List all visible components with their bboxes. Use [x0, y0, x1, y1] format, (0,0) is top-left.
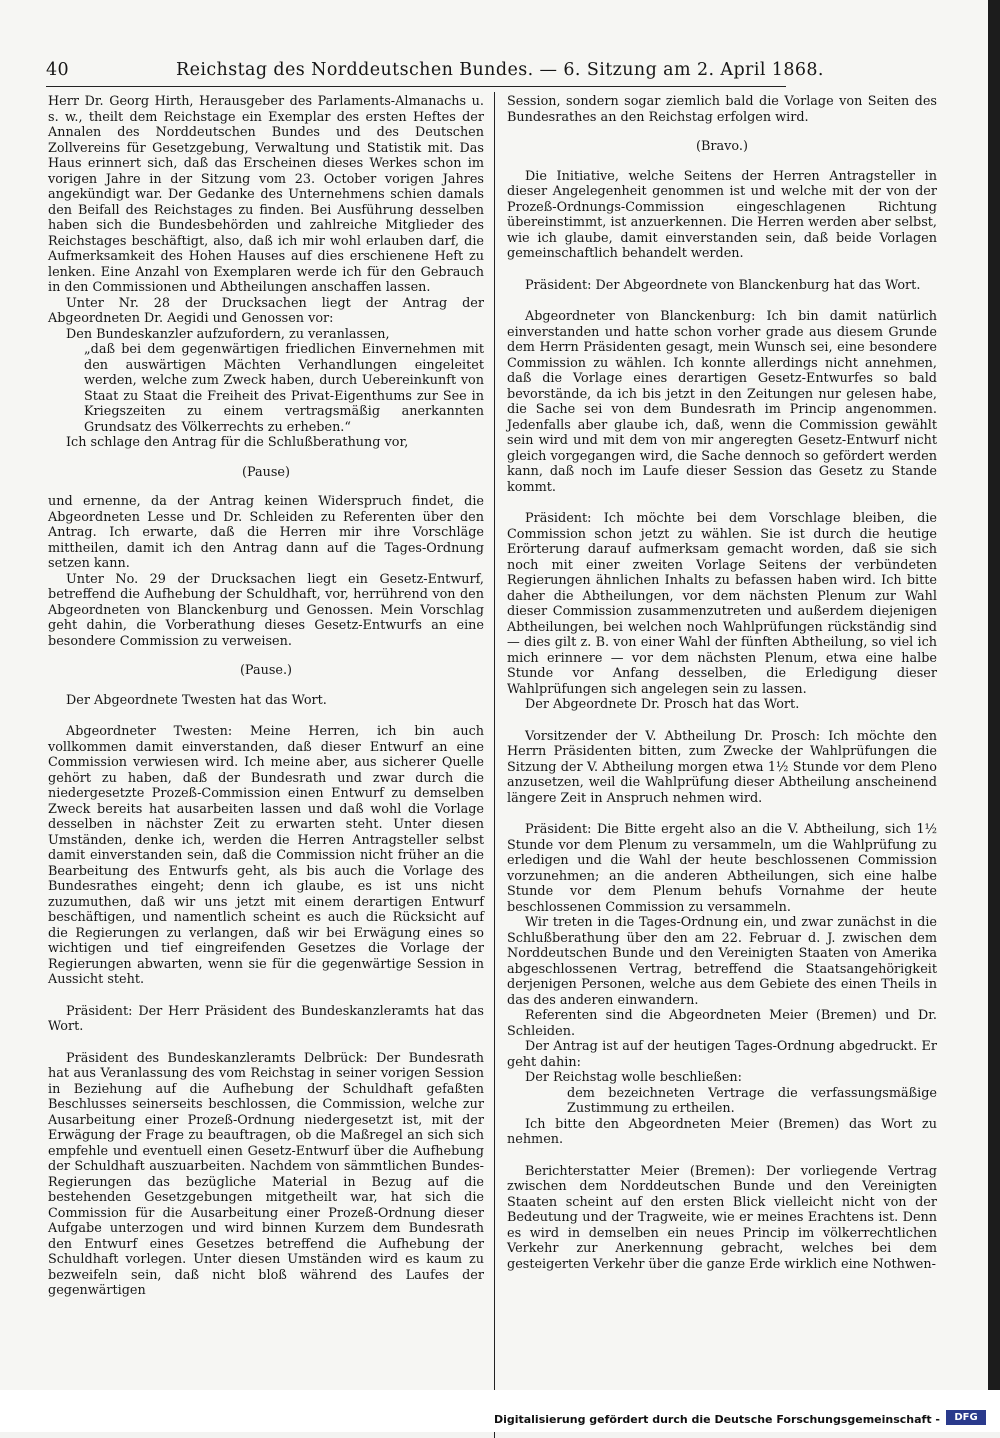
quote-zustimmung: dem bezeichneten Vertrage die verfassungsmäßige Zustimmung zu ertheilen.: [567, 1085, 937, 1116]
paragraph-bundeskanzler: Den Bundeskanzler aufzufordern, zu veranlassen,: [66, 326, 390, 342]
header-rule: [46, 86, 786, 87]
footer-credit: Digitalisierung gefördert durch die Deutsche Forschungsgemeinschaft -: [493, 1413, 940, 1426]
paragraph-antrag-abgedruckt: Der Antrag ist auf der heutigen Tages-Ordnung abgedruckt. Er geht dahin:: [507, 1039, 937, 1070]
paragraph-schlussberathung: Ich schlage den Antrag für die Schlußberathung vor,: [66, 435, 409, 450]
paragraph-reichstag-beschliessen: Der Reichstag wolle beschließen:: [525, 1070, 742, 1085]
page-header: [46, 58, 824, 86]
paragraph-tagesordnung: Wir treten in die Tages-Ordnung ein, und zwar zunächst in die Schlußberathung über den am 22. Februar d. J. zwischen dem Norddeutschen Bunde und den Vereinigten Staaten von Amerika abgeschlossenen Vertrag, betreffend die Staatsangehörigkeit derjenigen Personen, welche aus dem Gebiete des einen Theils in das des anderen einwandern.: [507, 915, 937, 1008]
pause-1: (Pause): [241, 464, 291, 480]
paragraph-session: Session, sondern sogar ziemlich bald die Vorlage von Seiten des Bundesrathes an den Reichstag erfolgen wird.: [507, 94, 937, 125]
paragraph-antrag-aegidi: Unter Nr. 28 der Drucksachen liegt der Antrag der Abgeordneten Dr. Aegidi und Genossen vor:: [48, 295, 484, 326]
speech-praesident-2: Präsident: Der Abgeordnete von Blanckenburg hat das Wort.: [525, 277, 921, 293]
speech-delbrueck: Präsident des Bundeskanzleramts Delbrück: Der Bundesrath hat aus Veranlassung des vom Reichstag in seiner vorigen Session in Beziehung auf die Aufhebung der Schuldhaft gefaßten Beschlusses seinerseits beschlossen, die Commission, welche zur Ausarbeitung einer Prozeß-Ordnung niedergesetzt ist, mit der Erwägung der Frage zu beauftragen, ob die Maßregel an sich sich empfehle und eventuell einen Gesetz-Entwurf über die Aufhebung der Schuldhaft auszuarbeiten. Nachdem von sämmtlichen Bundes-Regierungen das bezügliche Material in Bezug auf die bestehenden Gesetzgebungen mitgetheilt war, hat sich die Commission für die Ausarbeitung einer Prozeß-Ordnung dieser Aufgabe unterzogen und wird binnen Kurzem dem Bundesrath den Entwurf eines Gesetzes betreffend die Aufhebung der Schuldhaft vorlegen. Unter diesen Umständen wird es kaum zu bezweifeln sein, daß nicht bloß während des Laufes der gegenwärtigen: [48, 1050, 484, 1298]
left-column: [48, 94, 484, 1299]
bravo: (Bravo.): [696, 139, 748, 154]
speech-meier: Berichterstatter Meier (Bremen): Der vorliegende Vertrag zwischen dem Norddeutschen Bunde und den Vereinigten Staaten scheint auf den ersten Blick vielleicht nicht von der Bedeutung und der Tragweite, wie er meines Erachtens ist. Denn es wird in demselben ein neues Princip im völkerrechtlichen Verkehr zur Anerkennung gebracht, welches bei dem gesteigerten Verkehr über die ganze Erde wirklich eine Nothwen-: [507, 1163, 937, 1272]
speech-blanckenburg: Abgeordneter von Blanckenburg: Ich bin damit natürlich einverstanden und hatte schon vorher grade aus diesem Grunde dem Herrn Präsidenten gesagt, mein Wunsch sei, eine besondere Commission zu wählen. Ich konnte allerdings nicht annehmen, daß die Vorlage eines derartigen Gesetz-Entwurfes so bald bevorstände, da ich bis jetzt in den Zeitungen nur gelesen habe, die Sache sei von dem Bundesrath im Princip angenommen. Jedenfalls aber glaube ich, daß, wenn die Commission gewählt sein wird und mit dem von mir angeregten Gesetz-Entwurf nicht gleich vorgegangen wird, die Sache dennoch so gefördert werden kann, daß noch im Laufe dieser Session das Gesetz zu Stande kommt.: [507, 309, 937, 495]
paragraph-referenten-meier: Referenten sind die Abgeordneten Meier (Bremen) und Dr. Schleiden.: [507, 1008, 937, 1039]
column-rule: [494, 92, 495, 1438]
paragraph-twesten-wort: Der Abgeordnete Twesten hat das Wort.: [66, 692, 327, 708]
speech-prosch: Vorsitzender der V. Abtheilung Dr. Prosch: Ich möchte den Herrn Präsidenten bitten, zum Zwecke der Wahlprüfungen die Sitzung der V. Abtheilung morgen etwa 1½ Stunde vor dem Pleno anzusetzen, weil die Wahlprüfung dieser Abtheilung anscheinend längere Zeit in Anspruch nehmen wird.: [507, 728, 937, 806]
paragraph-bitte-meier: Ich bitte den Abgeordneten Meier (Bremen) das Wort zu nehmen.: [507, 1116, 937, 1147]
paragraph-schuldhaft: Unter No. 29 der Drucksachen liegt ein Gesetz-Entwurf, betreffend die Aufhebung der Schuldhaft, vor, herrührend von den Abgeordneten von Blanckenburg und Genossen. Mein Vorschlag geht dahin, die Vorberathung dieses Gesetz-Entwurfs an eine besondere Commission zu verweisen.: [48, 571, 484, 649]
dfg-logo: DFG: [946, 1410, 986, 1425]
paragraph-prosch-wort: Der Abgeordnete Dr. Prosch hat das Wort.: [525, 697, 800, 712]
right-column: [507, 94, 937, 1272]
pause-2: (Pause.): [239, 663, 293, 678]
running-title: Reichstag des Norddeutschen Bundes. — 6. Sitzung am 2. April 1868.: [176, 60, 824, 80]
paragraph-initiative: Die Initiative, welche Seitens der Herren Antragsteller in dieser Angelegenheit genommen ist und welche mit der von der Prozeß-Ordnungs-Commission eingeschlagenen Richtung übereinstimmt, ist anzuerkennen. Die Herren werden aber selbst, wie ich glaube, damit einverstanden sein, daß beide Vorlagen gemeinschaftlich behandelt werden.: [507, 168, 937, 261]
speech-praesident-4: Präsident: Die Bitte ergeht also an die V. Abtheilung, sich 1½ Stunde vor dem Plenum zu versammeln, um die Wahlprüfung zu erledigen und die Wahl der heute beschlossenen Commission vorzunehmen; an die anderen Abtheilungen, sich eine halbe Stunde vor dem Plenum behufs Vornahme der heute beschlossenen Commission zu versammeln.: [507, 822, 937, 915]
speech-praesident-1: Präsident: Der Herr Präsident des Bundeskanzleramts hat das Wort.: [48, 1003, 484, 1034]
paragraph-referenten: und ernenne, da der Antrag keinen Widerspruch findet, die Abgeordneten Lesse und Dr. Schleiden zu Referenten über den Antrag. Ich erwarte, daß die Herren mir ihre Vorschläge mittheilen, damit ich den Antrag dann auf die Tages-Ordnung setzen kann.: [48, 494, 484, 571]
page-number: 40: [46, 60, 70, 80]
scan-border-right: [988, 0, 1000, 1390]
paragraph-hirth: Herr Dr. Georg Hirth, Herausgeber des Parlaments-Almanachs u. s. w., theilt dem Reichstage ein Exemplar des ersten Heftes der Annalen des Norddeutschen Bundes und des Deutschen Zollvereins für Gesetzgebung, Verwaltung und Statistik mit. Das Haus erinnert sich, daß das Erscheinen dieses Werkes schon im vorigen Jahre in der Sitzung vom 23. October vorigen Jahres angekündigt war. Der Gedanke des Unternehmens schien damals den Beifall des Reichstages zu finden. Bei Ausführung desselben haben sich die Bundesbehörden und zahlreiche Mitglieder des Reichstages beschäftigt, also, daß ich mir wohl erlauben darf, die Aufmerksamkeit des Hohen Hauses auf dies erschienene Heft zu lenken. Eine Anzahl von Exemplaren werde ich für den Gebrauch in den Commissionen und Abtheilungen anschaffen lassen.: [48, 94, 484, 295]
quote-antrag: „daß bei dem gegenwärtigen friedlichen Einvernehmen mit den auswärtigen Mächten Verhandlungen eingeleitet werden, welche zum Zweck haben, durch Uebereinkunft von Staat zu Staat die Freiheit des Privat-Eigenthums zur See in Kriegszeiten zu einem vertragsmäßig anerkannten Grundsatz des Völkerrechts zu erheben.“: [84, 342, 484, 435]
speech-twesten: Abgeordneter Twesten: Meine Herren, ich bin auch vollkommen damit einverstanden, daß dieser Entwurf an eine Commission verwiesen wird. Ich meine aber, aus sicherer Quelle gehört zu haben, daß der Bundesrath und zwar durch die niedergesetzte Prozeß-Commission einen Entwurf zu demselben Zweck bereits hat ausarbeiten lassen und daß wohl die Vorlage desselben in nächster Zeit zu erwarten steht. Unter diesen Umständen, denke ich, werden die Herren Antragsteller selbst damit einverstanden sein, daß die Commission nicht früher an die Bearbeitung des Entwurfs geht, als bis auch die Vorlage des Bundesrathes eingeht; denn ich glaube, es ist uns nicht zuzumuthen, daß wir uns jetzt mit einem derartigen Entwurf beschäftigen, und namentlich scheint es auch die Rücksicht auf die Regierungen zu verlangen, daß wir bei Erwägung eines so wichtigen und tief eingreifenden Gesetzes die Vorlage der Regierungen abwarten, wenn sie für die gegenwärtige Session in Aussicht steht.: [48, 724, 484, 987]
speech-praesident-3: Präsident: Ich möchte bei dem Vorschlage bleiben, die Commission schon jetzt zu wählen. Sie ist durch die heutige Erörterung darauf aufmerksam gemacht worden, daß sie sich noch mit einer zweiten Vorlage Seitens der verbündeten Regierungen ähnlichen Inhalts zu befassen haben wird. Ich bitte daher die Abtheilungen, vor dem nächsten Plenum zur Wahl dieser Commission zusammenzutreten und außerdem diejenigen Abtheilungen, bei welchen noch Wahlprüfungen rückständig sind — dies gilt z. B. von einer Wahl der fünften Abtheilung, so viel ich mich erinnere — vor dem nächsten Plenum, etwa eine halbe Stunde vor Anfang desselben, die Erledigung dieser Wahlprüfungen sich angelegen sein zu lassen.: [507, 511, 937, 697]
